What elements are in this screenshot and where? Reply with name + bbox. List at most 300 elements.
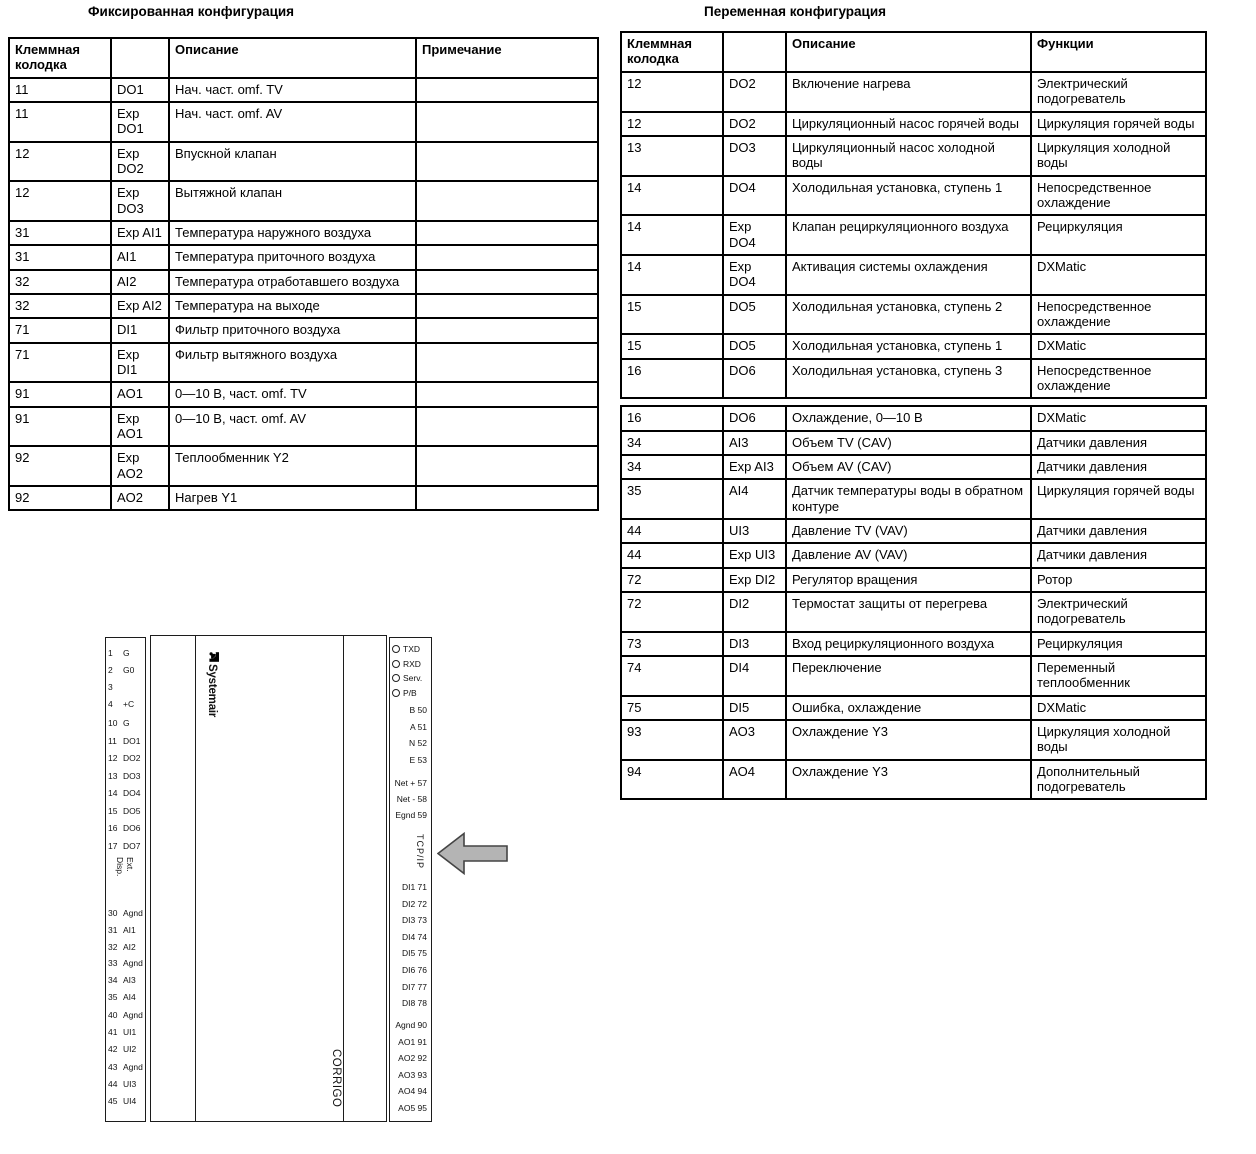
cell-note [416,407,598,447]
cell-signal: Exp DO4 [723,215,786,255]
cell-terminal: 31 [9,221,111,245]
corrigo-controller-diagram [105,635,525,1127]
cell-function: Непосредственное охлаждение [1031,176,1206,216]
terminal-number: 35 [108,991,118,1002]
cell-function: Непосредственное охлаждение [1031,359,1206,399]
cell-signal: Exp AO2 [111,446,169,486]
led-indicator [392,671,422,686]
terminal-label [108,1062,146,1079]
terminal-label: N 52 [409,738,427,749]
terminal-label: DI5 75 [401,948,427,959]
terminal-label: B 50 [409,705,427,715]
cell-terminal: 12 [621,112,723,136]
terminal-group-comm [389,705,429,771]
body-divider-left [195,636,196,1121]
fixed-config-section [8,37,599,511]
terminal-label [108,823,146,841]
cell-terminal: 44 [621,519,723,543]
led-indicator [392,686,422,701]
terminal-label: A 51 [409,721,427,732]
cell-signal: DO5 [723,334,786,358]
cell-terminal: 44 [621,543,723,567]
terminal-label: DI6 76 [401,964,427,975]
variable-config-title: Переменная конфигурация [704,4,886,19]
cell-function: Датчики давления [1031,431,1206,455]
cell-note [416,446,598,486]
cell-description: Нач. част. omf. AV [169,102,416,142]
cell-terminal: 92 [9,446,111,486]
table-row [9,221,598,245]
table-row [621,543,1206,567]
cell-terminal: 72 [621,568,723,592]
terminal-label [108,699,146,716]
cell-function: Ротор [1031,568,1206,592]
cell-signal: Exp UI3 [723,543,786,567]
cell-terminal: 16 [621,406,723,430]
terminal-label: AO4 94 [398,1086,427,1097]
cell-signal: Exp DI2 [723,568,786,592]
cell-signal: AI4 [723,479,786,519]
cell-signal: AI3 [723,431,786,455]
cell-signal: DI3 [723,632,786,656]
cell-description: Фильтр приточного воздуха [169,318,416,342]
terminal-name: G [123,718,130,728]
cell-description: Давление AV (VAV) [786,543,1031,567]
terminal-number: 10 [108,718,118,728]
cell-function: Циркуляция холодной воды [1031,720,1206,760]
terminal-name: G0 [123,665,135,675]
terminal-label [108,958,146,975]
terminal-label [108,908,146,925]
terminal-label [108,942,146,959]
terminal-label [108,1027,146,1044]
terminal-group-do [108,718,146,858]
variable-config-section [620,31,1207,800]
cell-description: Фильтр вытяжного воздуха [169,343,416,383]
terminal-number: 30 [108,908,118,918]
cell-signal: UI3 [723,519,786,543]
controller-body [150,635,387,1122]
table-row [9,407,598,447]
cell-signal: Exp DO1 [111,102,169,142]
cell-signal: DI4 [723,656,786,696]
cell-terminal: 31 [9,245,111,269]
left-arrow-icon [437,832,509,876]
terminal-name: Agnd [123,1061,143,1072]
terminal-label [108,682,146,699]
cell-description: Циркуляционный насос холодной воды [786,136,1031,176]
terminal-name: UI1 [123,1027,137,1038]
cell-terminal: 11 [9,78,111,102]
terminal-number: 40 [108,1010,118,1020]
cell-terminal: 12 [9,142,111,182]
cell-note [416,318,598,342]
terminal-number: 1 [108,648,113,658]
ext-disp-label: Ext. Disp. [115,857,135,877]
terminal-label: AO2 92 [398,1053,427,1064]
terminal-label: DI8 78 [401,998,427,1009]
cell-description: Охлаждение, 0—10 В [786,406,1031,430]
led-label: RXD [403,658,421,669]
terminal-number: 31 [108,924,118,935]
fixed-config-table [8,37,599,511]
terminal-label [108,806,146,824]
cell-note [416,245,598,269]
cell-signal: Exp AO1 [111,407,169,447]
led-indicator [392,642,422,657]
terminal-number: 17 [108,840,118,851]
cell-signal: AO2 [111,486,169,510]
terminal-name: AI3 [123,975,136,986]
terminal-name: AI4 [123,991,136,1002]
cell-function: Электрический подогреватель [1031,592,1206,632]
terminal-label: DI3 73 [401,915,427,926]
cell-terminal: 72 [621,592,723,632]
cell-description: Температура на выходе [169,294,416,318]
led-group [392,642,422,700]
terminal-label [108,736,146,754]
cell-note [416,382,598,406]
systemair-logo [206,649,219,717]
cell-note [416,270,598,294]
variable-config-table-2 [620,405,1207,800]
table-row [621,656,1206,696]
terminal-name: DO1 [123,735,141,746]
terminal-name: DO7 [123,840,141,851]
cell-terminal: 16 [621,359,723,399]
cell-function: Электрический подогреватель [1031,72,1206,112]
cell-signal: DO6 [723,359,786,399]
table-row [621,592,1206,632]
terminal-number: 15 [108,805,118,816]
cell-signal: Exp DO2 [111,142,169,182]
terminal-name: UI4 [123,1095,137,1106]
cell-description: Теплообменник Y2 [169,446,416,486]
table-row [9,245,598,269]
table-row [9,382,598,406]
terminal-label: DI1 71 [401,882,427,892]
cell-note [416,343,598,383]
cell-terminal: 92 [9,486,111,510]
cell-description: Вытяжной клапан [169,181,416,221]
cell-description: Температура наружного воздуха [169,221,416,245]
cell-function: Переменный теплообменник [1031,656,1206,696]
table-row [621,295,1206,335]
cell-signal: DO1 [111,78,169,102]
table-row [9,142,598,182]
cell-terminal: 71 [9,318,111,342]
cell-description: Охлаждение Y3 [786,760,1031,800]
column-header-terminal-block: Клеммная колодка [9,38,111,78]
led-circle-icon [392,660,400,668]
table-row [621,431,1206,455]
cell-terminal: 11 [9,102,111,142]
cell-description: Впускной клапан [169,142,416,182]
cell-terminal: 15 [621,334,723,358]
cell-terminal: 15 [621,295,723,335]
header-row [621,32,1206,72]
table-row [9,343,598,383]
cell-function: DXMatic [1031,696,1206,720]
cell-terminal: 75 [621,696,723,720]
cell-signal: Exp DO4 [723,255,786,295]
cell-function: DXMatic [1031,334,1206,358]
cell-terminal: 14 [621,176,723,216]
terminal-name: G [123,648,130,658]
cell-note [416,102,598,142]
cell-terminal: 14 [621,255,723,295]
column-header-functions: Функции [1031,32,1206,72]
cell-signal: DO4 [723,176,786,216]
terminal-label [108,925,146,942]
cell-terminal: 93 [621,720,723,760]
cell-function: Датчики давления [1031,543,1206,567]
cell-function: Датчики давления [1031,519,1206,543]
terminal-number: 3 [108,682,113,692]
cell-signal: Exp AI3 [723,455,786,479]
cell-terminal: 34 [621,455,723,479]
cell-description: Охлаждение Y3 [786,720,1031,760]
table-row [621,136,1206,176]
terminal-label [108,841,146,859]
column-header-note: Примечание [416,38,598,78]
cell-signal: DI5 [723,696,786,720]
cell-signal: DI1 [111,318,169,342]
cell-note [416,294,598,318]
table-row [9,102,598,142]
led-circle-icon [392,645,400,653]
cell-description: Холодильная установка, ступень 1 [786,176,1031,216]
cell-description: 0—10 В, част. omf. TV [169,382,416,406]
cell-description: Циркуляционный насос горячей воды [786,112,1031,136]
cell-function: Датчики давления [1031,455,1206,479]
cell-terminal: 32 [9,294,111,318]
terminal-name: Agnd [123,908,143,918]
cell-description: Холодильная установка, ступень 1 [786,334,1031,358]
led-label: P/B [403,687,417,698]
cell-description: Ошибка, охлаждение [786,696,1031,720]
cell-note [416,142,598,182]
terminal-number: 4 [108,699,113,709]
systemair-fan-icon [206,649,219,662]
cell-function: Циркуляция горячей воды [1031,112,1206,136]
led-circle-icon [392,674,400,682]
cell-description: Нач. част. omf. TV [169,78,416,102]
terminal-label [108,648,146,665]
terminal-label [108,665,146,682]
cell-signal: DO2 [723,72,786,112]
table-row [621,455,1206,479]
cell-terminal: 73 [621,632,723,656]
cell-signal: AO4 [723,760,786,800]
terminal-label: Net - 58 [396,794,427,805]
terminal-name: DO2 [123,753,141,763]
cell-terminal: 71 [9,343,111,383]
cell-description: Активация системы охлаждения [786,255,1031,295]
cell-function: Циркуляция холодной воды [1031,136,1206,176]
cell-description: Объем TV (CAV) [786,431,1031,455]
terminal-label: DI4 74 [401,931,427,942]
table-row [9,486,598,510]
cell-description: Холодильная установка, ступень 2 [786,295,1031,335]
terminal-number: 32 [108,941,118,952]
terminal-label [108,1096,146,1113]
cell-function: Рециркуляция [1031,632,1206,656]
cell-signal: Exp AI1 [111,221,169,245]
cell-signal: Exp DO3 [111,181,169,221]
cell-signal: DO3 [723,136,786,176]
table-row [621,568,1206,592]
cell-signal: AO3 [723,720,786,760]
terminal-label [108,992,146,1009]
terminal-label: Egnd 59 [395,810,427,821]
column-header-signal [723,32,786,72]
table-row [9,294,598,318]
terminal-number: 34 [108,975,118,986]
terminal-number: 12 [108,753,118,763]
cell-function: Циркуляция горячей воды [1031,479,1206,519]
cell-signal: DI2 [723,592,786,632]
terminal-label [108,1010,146,1027]
cell-terminal: 13 [621,136,723,176]
terminal-number: 11 [108,735,117,746]
cell-note [416,181,598,221]
terminal-name: UI3 [123,1078,137,1089]
terminal-name: Agnd [123,1010,143,1020]
terminal-group-ui [108,1010,146,1113]
terminal-number: 13 [108,770,118,781]
body-divider-right [343,636,344,1121]
cell-signal: DO2 [723,112,786,136]
terminal-number: 44 [108,1078,118,1089]
cell-terminal: 12 [9,181,111,221]
cell-description: Переключение [786,656,1031,696]
terminal-number: 33 [108,958,118,969]
cell-signal: DO6 [723,406,786,430]
systemair-logo-text: Systemair [206,664,219,718]
cell-description: Холодильная установка, ступень 3 [786,359,1031,399]
cell-function: DXMatic [1031,255,1206,295]
table-row [621,72,1206,112]
terminal-group-power [108,648,146,716]
cell-signal: DO5 [723,295,786,335]
table-row [621,720,1206,760]
terminal-label: AO3 93 [398,1069,427,1080]
terminal-number: 2 [108,665,113,675]
fixed-config-title: Фиксированная конфигурация [88,4,295,19]
terminal-label [108,718,146,736]
table-row [9,446,598,486]
terminal-group-ao [389,1020,429,1120]
terminal-name: +C [123,699,135,709]
table-row [621,334,1206,358]
terminal-number: 41 [108,1027,118,1038]
cell-description: Вход рециркуляционного воздуха [786,632,1031,656]
corrigo-model-label: CORRIGO [330,1049,342,1108]
led-label: TXD [403,644,420,655]
terminal-label [108,788,146,806]
cell-function: Непосредственное охлаждение [1031,295,1206,335]
terminal-label [108,975,146,992]
led-label: Serv. [403,673,423,684]
table-row [621,519,1206,543]
terminal-label [108,1079,146,1096]
terminal-number: 14 [108,788,118,798]
terminal-label: Net + 57 [394,778,427,788]
tcpip-label: TCP/IP [415,834,425,870]
cell-description: Включение нагрева [786,72,1031,112]
table-row [621,406,1206,430]
cell-description: Клапан рециркуляционного воздуха [786,215,1031,255]
terminal-group-di [389,882,429,1015]
table-row [621,760,1206,800]
cell-terminal: 35 [621,479,723,519]
variable-config-table-1 [620,31,1207,399]
table-row [621,696,1206,720]
cell-note [416,486,598,510]
cell-signal: AO1 [111,382,169,406]
cell-note [416,78,598,102]
cell-terminal: 91 [9,407,111,447]
table-row [621,632,1206,656]
terminal-name: AI1 [123,924,136,935]
terminal-number: 43 [108,1061,118,1072]
terminal-name: DO3 [123,770,141,781]
cell-description: Температура отработавшего воздуха [169,270,416,294]
cell-terminal: 14 [621,215,723,255]
table-row [9,78,598,102]
table-row [9,181,598,221]
terminal-label [108,771,146,789]
column-header-description: Описание [786,32,1031,72]
table-row [621,479,1206,519]
terminal-label: DI2 72 [401,898,427,909]
table-row [621,176,1206,216]
terminal-group-ai [108,908,146,1009]
cell-signal: AI2 [111,270,169,294]
terminal-name: DO6 [123,823,141,833]
table-row [9,270,598,294]
cell-terminal: 91 [9,382,111,406]
terminal-name: Agnd [123,958,143,969]
terminal-number: 16 [108,823,118,833]
terminal-label: Agnd 90 [395,1020,427,1030]
terminal-label [108,753,146,771]
column-header-terminal-block: Клеммная колодка [621,32,723,72]
terminal-label: AO5 95 [398,1102,427,1113]
cell-description: Давление TV (VAV) [786,519,1031,543]
cell-terminal: 32 [9,270,111,294]
terminal-name: DO5 [123,805,141,816]
terminal-name: DO4 [123,788,141,798]
terminal-label [108,1044,146,1061]
cell-signal: Exp AI2 [111,294,169,318]
terminal-label: DI7 77 [401,981,427,992]
cell-terminal: 74 [621,656,723,696]
cell-function: DXMatic [1031,406,1206,430]
table-row [621,215,1206,255]
cell-function: Дополнительный подогреватель [1031,760,1206,800]
terminal-label: AO1 91 [398,1036,427,1047]
cell-description: Датчик температуры воды в обратном контуре [786,479,1031,519]
terminal-group-net [389,778,429,827]
terminal-number: 42 [108,1044,118,1055]
table-row [9,318,598,342]
cell-description: Нагрев Y1 [169,486,416,510]
cell-terminal: 94 [621,760,723,800]
table-row [621,359,1206,399]
cell-description: Объем AV (CAV) [786,455,1031,479]
